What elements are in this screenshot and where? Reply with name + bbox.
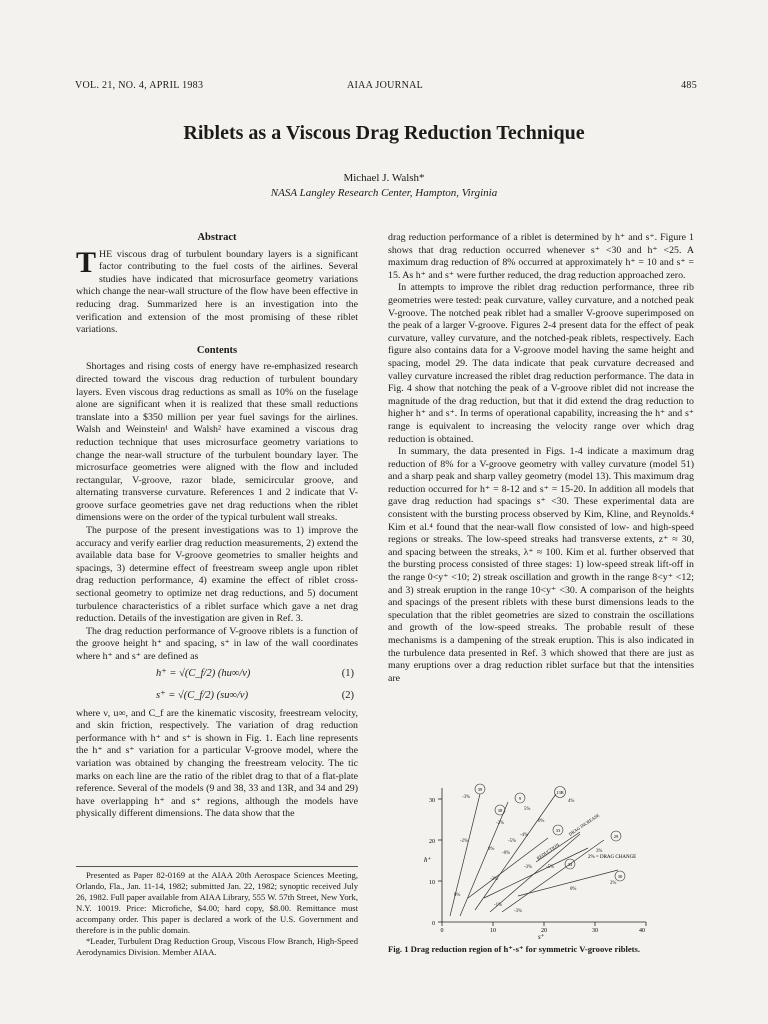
contents-paragraph-4: where ν, u∞, and C_f are the kinematic viscosity, freestream velocity, and skin friction, respectively. The variation of drag reduction performance with h⁺ and s⁺ is shown in Fig. 1. Each line represents the h⁺ and s⁺ variation for a particular V-groove model, where the variation was obtained by changing the freestream velocity. The tic marks on each line are the ratio of the riblet drag to that of a flat-plate reference. Several of the models (9 and 38, 33 and 13R, and 34 and 29) have overlapping h⁺ and s⁺ regions, although the models have physically different dimensions. The data show that the: [76, 707, 358, 820]
contents-paragraph-1: Shortages and rising costs of energy have re-emphasized research directed toward the viscous drag reduction of turbulent boundary layers. Even viscous drag reductions as small as 10% on the fuselage alone are significant when it is realized that these small reductions translate into a $350 million per year fuel savings for the airlines. Walsh and Weinstein¹ and Walsh² have examined a viscous drag reduction technique that uses microsurface geometry variations to change the near-wall structure of the turbulent boundary layer. The microsurface geometries were aligned with the flow and included rectangular, V-groove, razor blade, semicircular groove, and alternating transverse curvature. References 1 and 2 indicate that V-groove surface geometries gave net drag reductions when the riblet dimensions were on the order of the typical turbulent wall streaks.: [76, 361, 358, 524]
x-tick-label: 40: [639, 928, 645, 934]
abstract-dropcap: T: [76, 245, 97, 279]
increase-arrow-label: DRAG INCREASE: [567, 812, 601, 837]
figure-1: [420, 780, 650, 940]
results-paragraph-3: In summary, the data presented in Figs. 1-4 indicate a maximum drag reduction of 8% for a V-groove geometry with valley curvature (model 51) and a sharp peak and sharp valley geometry (model 13). This maximum drag reduction occurred for h⁺ = 8-12 and s⁺ = 15-20. In addition all models that gave drag reduction had spacings s⁺ <30. These experimental data are consistent with the bursting process observed by Kim, Kline, and Reynolds.⁴ Kim et al.⁴ found that the near-wall flow consisted of low- and high-speed regions or streaks. The low-speed streaks had transverse extents, z⁺ ≈ 30, and spacing between the streaks, λ⁺ ≈ 100. Kim et al. further observed that the bursting process consisted of three stages: 1) low-speed streak lift-off in the range 0<y⁺ <10; 2) streak oscillation and growth in the range 8<y⁺ <12; and 3) streak eruption in the range 10<y⁺ <30. A comparison of the heights and spacings of the present riblets with these burst dimensions leads to the speculation that the riblet geometries are sized to constrain the oscillations and growth of the low-speed streaks. The probable result of these mechanisms is a dampening of the streak eruption. This is also indicated in the turbulence data presented in Ref. 3 which showed that there are just as many eruptions over a drag reduction riblet surface but that the intensities are: [388, 446, 694, 684]
y-tick-label: 30: [429, 798, 435, 804]
abstract-text: [76, 245, 358, 337]
drag-change-label: -2%: [490, 877, 498, 882]
y-tick-label: 10: [429, 880, 435, 886]
model-label: 33: [555, 828, 561, 833]
abstract-body: HE viscous drag of turbulent boundary layers is a significant factor contributing to the fuel costs of the airlines. Several studies have indicated that microsurface geometry variations which change the near-wall structure of the flow have been effective in reducing drag. Summarized here is an investigation into the verification and extension of the most promising of these riblet variations.: [76, 248, 358, 336]
model-label: 38: [497, 808, 503, 813]
volume-info: VOL. 21, NO. 4, APRIL 1983: [75, 80, 204, 91]
page-number: 485: [681, 80, 697, 91]
y-tick-label: 0: [432, 921, 435, 927]
drag-change-label: 4%: [568, 799, 575, 804]
reduction-arrow-label: REDUCTION: [535, 842, 561, 861]
drag-change-label: 3%: [596, 849, 603, 854]
drag-change-label: 0%: [488, 847, 495, 852]
model-label: 13R: [556, 790, 564, 795]
right-column: [388, 232, 694, 685]
drag-change-label: 0%: [538, 819, 545, 824]
drag-change-label: -2%: [460, 839, 468, 844]
drag-change-label: -3%: [524, 865, 532, 870]
equation-2: [76, 686, 358, 708]
figure-1-plot: [420, 780, 650, 940]
contents-heading: Contents: [196, 344, 238, 356]
drag-change-label: -1%: [494, 903, 502, 908]
drag-change-label: -3%: [462, 795, 470, 800]
equation-2-body: s⁺ = √(C_f/2) (su∞/ν): [156, 689, 249, 701]
drag-change-label: -5%: [546, 865, 554, 870]
footnotes: [76, 866, 358, 958]
x-axis-label: s⁺: [538, 933, 545, 940]
drag-change-label: -2%: [496, 821, 504, 826]
y-axis-label: h⁺: [424, 856, 432, 864]
results-paragraph-1: drag reduction performance of a riblet is determined by h⁺ and s⁺. Figure 1 shows that drag reduction occurred whenever s⁺ <30 and h⁺ <25. A maximum drag reduction of 8% occurred at approximately h⁺ = 10 and s⁺ = 15. As h⁺ and s⁺ were further reduced, the drag reduction approached zero.: [388, 232, 694, 281]
author-affiliation: NASA Langley Research Center, Hampton, Virginia: [270, 187, 498, 199]
model-label: 34: [567, 862, 573, 867]
author-name: Michael J. Walsh*: [343, 172, 425, 184]
contents-paragraph-3: The drag reduction performance of V-groove riblets is a function of the groove height h⁺ and spacing, s⁺ in law of the wall coordinates where h⁺ and s⁺ are defined as: [76, 625, 358, 662]
drag-change-label: -3%: [514, 909, 522, 914]
footnote-submission: Presented as Paper 82-0169 at the AIAA 20th Aerospace Sciences Meeting, Orlando, Fla., Jan. 11-14, 1982; submitted Jan. 22, 1982; synoptic received July 26, 1982. Full paper available from AIAA Library, 555 W. 57th Street, New York, N.Y. 10019. Price: Microfiche, $4.00; hard copy, $8.00. Remittance must accompany order. This paper is declared a work of the U.S. Government and therefore is in the public domain.: [76, 870, 358, 935]
model-label: 39: [477, 787, 483, 792]
y-tick-label: 20: [429, 839, 435, 845]
model-label: 29: [613, 834, 619, 839]
drag-change-label: 5%: [524, 807, 531, 812]
model-label: 9: [518, 796, 522, 801]
paper-title: Riblets as a Viscous Drag Reduction Technique: [183, 122, 585, 144]
drag-change-label: 0%: [454, 893, 461, 898]
drag-change-label: -4%: [520, 833, 528, 838]
equation-1: [76, 664, 358, 686]
equation-1-body: h⁺ = √(C_f/2) (hu∞/ν): [156, 667, 251, 679]
drag-change-label: 0%: [570, 887, 577, 892]
results-paragraph-2: In attempts to improve the riblet drag reduction performance, three rib geometries were tested: peak curvature, valley curvature, and a notched peak V-groove. The notched peak riblet had a smaller V-groove superimposed on the peak of a larger V-groove. Figures 2-4 present data for the effect of peak curvature, valley curvature, and the notched-peak riblets, respectively. Each figure also contains data for a V-groove model having the same height and spacing, model 29. The data indicate that peak curvature decreased and valley curvature increased the riblet drag reduction performance. The data in Fig. 4 show that notching the peak of a V-groove riblet did not increase the magnitude of the drag reduction, but that it did extend the drag reduction to higher h⁺ and s⁺. In terms of operational capability, increasing the h⁺ and s⁺ range is equivalent to increasing the velocity range over which drag reduction is obtained.: [388, 282, 694, 445]
equation-1-number: (1): [341, 667, 354, 679]
drag-change-label: -8%: [502, 851, 510, 856]
journal-name: AIAA JOURNAL: [346, 80, 424, 91]
footnote-author: *Leader, Turbulent Drag Reduction Group, Viscous Flow Branch, High-Speed Aerodynamics Division. Member AIAA.: [76, 936, 358, 957]
drag-change-label: -5%: [508, 839, 516, 844]
x-tick-label: 30: [592, 928, 598, 934]
x-tick-label: 10: [490, 928, 496, 934]
figure-1-caption: Fig. 1 Drag reduction region of h⁺-s⁺ for symmetric V-groove riblets.: [388, 944, 641, 954]
abstract-heading: Abstract: [197, 232, 237, 243]
x-tick-label: 0: [440, 928, 444, 934]
contents-paragraph-2: The purpose of the present investigations was to 1) improve the accuracy and verify earlier drag reduction measurements, 2) extend the available data base for V-groove geometries to smaller heights and spacings, 3) determine effect of freestream sweep angle upon riblet drag reduction performance, 4) examine the effect of riblet cross-sectional geometry to optimize net drag reductions, and 5) document turbulence characteristics of a riblet surface which gave a net drag reduction. Details of the investigation are given in Ref. 3.: [76, 525, 358, 625]
drag-change-legend: 2% = DRAG CHANGE: [588, 855, 637, 860]
x-tick-label: 20: [541, 928, 547, 934]
model-label: 30: [617, 874, 623, 879]
drag-change-label: 2%: [610, 881, 617, 886]
left-column: [76, 232, 358, 821]
equation-2-number: (2): [341, 689, 354, 701]
